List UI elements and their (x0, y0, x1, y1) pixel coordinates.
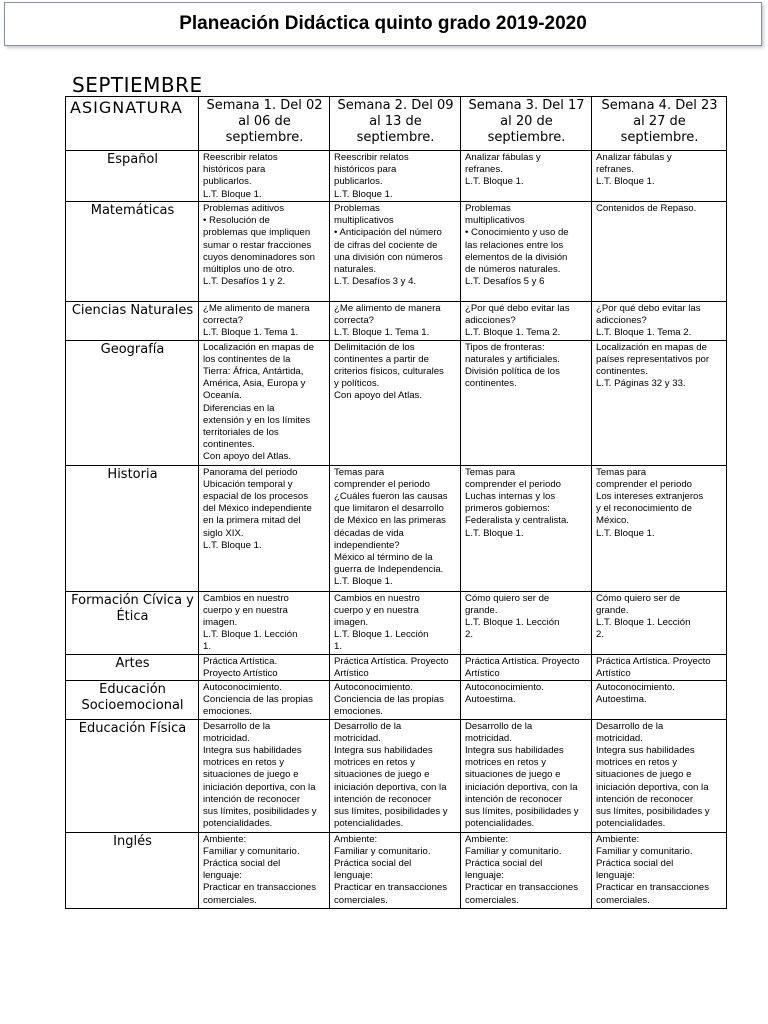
plan-cell: Ambiente: Familiar y comunitario. Práctica social del lenguaje: Practicar en transacciones comerciales. (461, 832, 592, 908)
plan-cell: Cambios en nuestro cuerpo y en nuestra imagen. L.T. Bloque 1. Lección 1. (199, 591, 330, 654)
week-2-header: Semana 2. Del 09 al 13 de septiembre. (330, 97, 461, 151)
table-row (66, 151, 727, 202)
plan-cell: Práctica Artística. Proyecto Artístico (592, 654, 727, 680)
plan-cell: Problemas multiplicativos • Conocimiento y uso de las relaciones entre los elementos de la división de números naturales. L.T. Desafíos 5 y 6 (461, 202, 592, 302)
subject-cell: Inglés (66, 832, 199, 908)
plan-cell: ¿Por qué debo evitar las adicciones? L.T. Bloque 1. Tema 2. (592, 302, 727, 341)
plan-cell: Desarrollo de la motricidad. Integra sus habilidades motrices en retos y situaciones de juego e iniciación deportiva, con la intención de reconocer sus límites, posibilidades y potencialidades. (461, 719, 592, 832)
plan-cell: Cambios en nuestro cuerpo y en nuestra imagen. L.T. Bloque 1. Lección 1. (330, 591, 461, 654)
table-row (66, 591, 727, 654)
plan-cell: Reescribir relatos históricos para publicarlos. L.T. Bloque 1. (330, 151, 461, 202)
plan-cell: Ambiente: Familiar y comunitario. Práctica social del lenguaje: Practicar en transacciones comerciales. (330, 832, 461, 908)
table-row (66, 465, 727, 591)
month-heading: SEPTIEMBRE (72, 73, 203, 97)
week-4-header: Semana 4. Del 23 al 27 de septiembre. (592, 97, 727, 151)
plan-cell: Práctica Artística. Proyecto Artístico (199, 654, 330, 680)
plan-cell: Ambiente: Familiar y comunitario. Práctica social del lenguaje: Practicar en transacciones comerciales. (592, 832, 727, 908)
subject-column-header: ASIGNATURA (66, 97, 199, 151)
subject-cell: Educación Física (66, 719, 199, 832)
week-3-header: Semana 3. Del 17 al 20 de septiembre. (461, 97, 592, 151)
plan-cell: Localización en mapas de los continentes de la Tierra: África, Antártida, América, Asia, Europa y Oceanía. Diferencias en la extensión y en los límites territoriales de los continentes. Con apoyo del Atlas. (199, 340, 330, 465)
document-title-box (4, 2, 762, 46)
table-row (66, 302, 727, 341)
plan-cell: ¿Me alimento de manera correcta? L.T. Bloque 1. Tema 1. (330, 302, 461, 341)
table-row (66, 719, 727, 832)
plan-cell: Cómo quiero ser de grande. L.T. Bloque 1. Lección 2. (592, 591, 727, 654)
plan-cell: Desarrollo de la motricidad. Integra sus habilidades motrices en retos y situaciones de juego e iniciación deportiva, con la intención de reconocer sus límites, posibilidades y potencialidades. (592, 719, 727, 832)
subject-cell: Geografía (66, 340, 199, 465)
plan-cell: Práctica Artística. Proyecto Artístico (461, 654, 592, 680)
plan-cell: ¿Me alimento de manera correcta? L.T. Bloque 1. Tema 1. (199, 302, 330, 341)
plan-cell: Autoconocimiento. Autoestima. (461, 681, 592, 720)
table-row (66, 832, 727, 908)
plan-cell: Analizar fábulas y refranes. L.T. Bloque 1. (461, 151, 592, 202)
plan-cell: Analizar fábulas y refranes. L.T. Bloque 1. (592, 151, 727, 202)
document-title: Planeación Didáctica quinto grado 2019-2020 (179, 13, 587, 34)
table-row (66, 654, 727, 680)
plan-cell: Ambiente: Familiar y comunitario. Práctica social del lenguaje: Practicar en transacciones comerciales. (199, 832, 330, 908)
plan-cell: Problemas aditivos • Resolución de problemas que impliquen sumar o restar fracciones cuyos denominadores son múltiplos uno de otro. L.T. Desafíos 1 y 2. (199, 202, 330, 302)
plan-cell: Temas para comprender el periodo Luchas internas y los primeros gobiernos: Federalista y centralista. L.T. Bloque 1. (461, 465, 592, 591)
plan-cell: Localización en mapas de países representativos por continentes. L.T. Páginas 32 y 33. (592, 340, 727, 465)
table-row (66, 202, 727, 302)
plan-cell: Desarrollo de la motricidad. Integra sus habilidades motrices en retos y situaciones de juego e iniciación deportiva, con la intención de reconocer sus límites, posibilidades y potencialidades. (199, 719, 330, 832)
plan-cell: Panorama del periodo Ubicación temporal y espacial de los procesos del México independiente en la primera mitad del siglo XIX. L.T. Bloque 1. (199, 465, 330, 591)
planning-table (65, 96, 727, 909)
subject-cell: Historia (66, 465, 199, 591)
plan-cell: Temas para comprender el periodo Los intereses extranjeros y el reconocimiento de México. L.T. Bloque 1. (592, 465, 727, 591)
plan-cell: Contenidos de Repaso. (592, 202, 727, 302)
plan-cell: Autoconocimiento. Conciencia de las propias emociones. (330, 681, 461, 720)
plan-cell: Cómo quiero ser de grande. L.T. Bloque 1. Lección 2. (461, 591, 592, 654)
subject-cell: Educación Socioemocional (66, 681, 199, 720)
plan-cell: Tipos de fronteras: naturales y artificiales. División política de los continentes. (461, 340, 592, 465)
plan-cell: Autoconocimiento. Conciencia de las propias emociones. (199, 681, 330, 720)
subject-cell: Matemáticas (66, 202, 199, 302)
subject-cell: Ciencias Naturales (66, 302, 199, 341)
plan-cell: Práctica Artística. Proyecto Artístico (330, 654, 461, 680)
table-row (66, 340, 727, 465)
plan-cell: Autoconocimiento. Autoestima. (592, 681, 727, 720)
week-1-header: Semana 1. Del 02 al 06 de septiembre. (199, 97, 330, 151)
subject-cell: Español (66, 151, 199, 202)
plan-cell: ¿Por qué debo evitar las adicciones? L.T. Bloque 1. Tema 2. (461, 302, 592, 341)
plan-cell: Reescribir relatos históricos para publicarlos. L.T. Bloque 1. (199, 151, 330, 202)
table-row (66, 681, 727, 720)
subject-cell: Artes (66, 654, 199, 680)
subject-cell: Formación Cívica y Ética (66, 591, 199, 654)
plan-cell: Temas para comprender el periodo ¿Cuáles fueron las causas que limitaron el desarrollo de México en las primeras décadas de vida independiente? México al término de la guerra de Independencia. L.T. Bloque 1. (330, 465, 461, 591)
plan-cell: Delimitación de los continentes a partir de criterios físicos, culturales y políticos. Con apoyo del Atlas. (330, 340, 461, 465)
header-row (66, 97, 727, 151)
plan-cell: Desarrollo de la motricidad. Integra sus habilidades motrices en retos y situaciones de juego e iniciación deportiva, con la intención de reconocer sus límites, posibilidades y potencialidades. (330, 719, 461, 832)
plan-cell: Problemas multiplicativos • Anticipación del número de cifras del cociente de una división con números naturales. L.T. Desafíos 3 y 4. (330, 202, 461, 302)
